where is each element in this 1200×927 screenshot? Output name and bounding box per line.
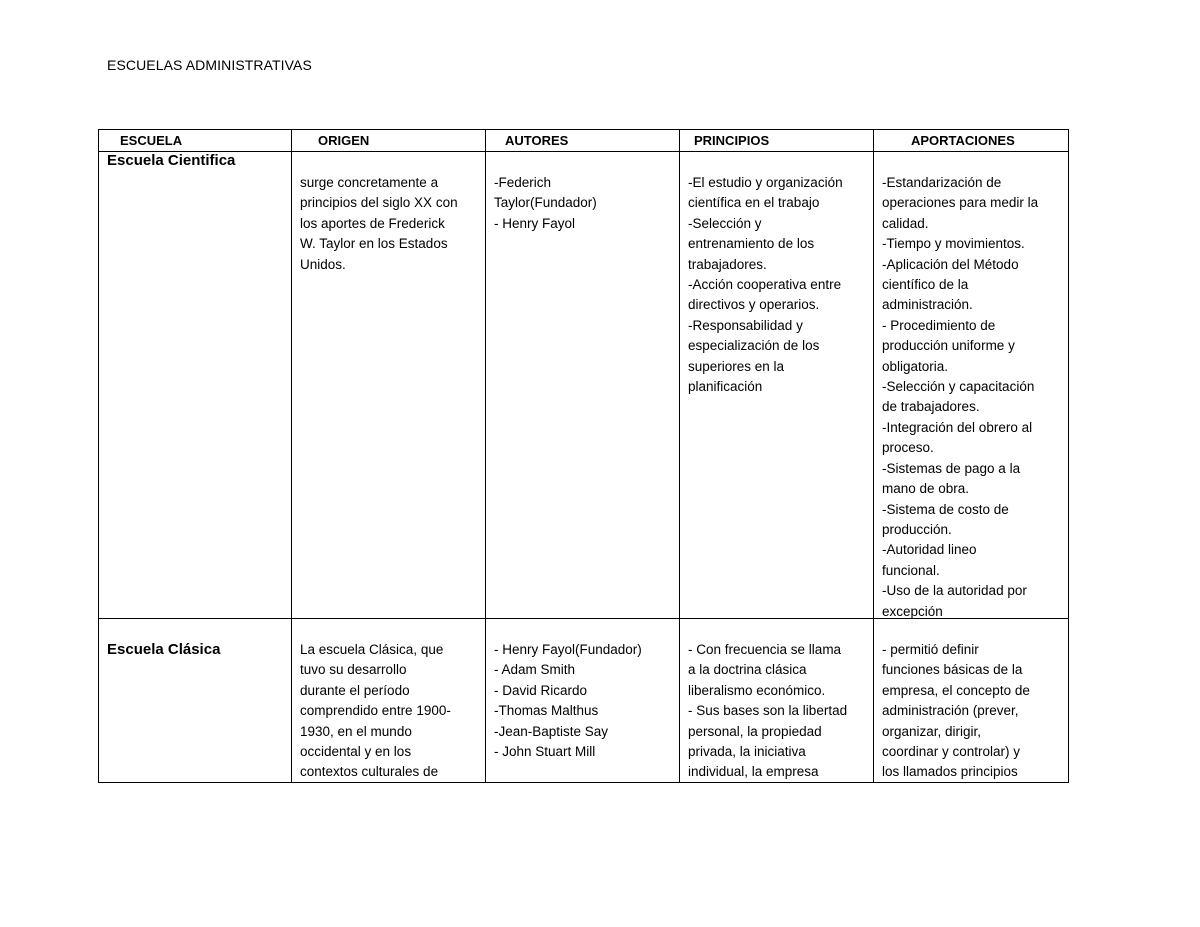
cell-principios	[680, 152, 874, 619]
table-header-row	[99, 130, 1069, 152]
aportaciones-text: - permitió definir funciones básicas de la empresa, el concepto de administración (prever, organizar, dirigir, coordinar y controlar) y los llamados principios	[882, 642, 1030, 780]
cell-autores	[486, 152, 680, 619]
aportaciones-text: -Estandarización de operaciones para medir la calidad. -Tiempo y movimientos. -Aplicación del Método científico de la administración. - Procedimiento de producción uniforme y obligatoria. -Selección y capacitación de trabajadores. -Integración del obrero al proceso. -Sistemas de pago a la mano de obra. -Sistema de costo de producción. -Autoridad lineo funcional. -Uso de la autoridad por excepción	[882, 175, 1039, 618]
cell-autores	[486, 619, 680, 783]
principios-text: -El estudio y organización científica en el trabajo -Selección y entrenamiento de los trabajadores. -Acción cooperativa entre directivos y operarios. -Responsabilidad y especialización de los superiores en la planificación	[688, 175, 843, 395]
table-row	[99, 619, 1069, 783]
cell-origen	[292, 619, 486, 783]
cell-escuela	[99, 619, 292, 783]
header-autores: AUTORES	[486, 130, 680, 152]
cell-aportaciones	[874, 152, 1069, 619]
document-title: ESCUELAS ADMINISTRATIVAS	[107, 57, 312, 73]
origen-text: surge concretamente a principios del siglo XX con los aportes de Frederick W. Taylor en los Estados Unidos.	[300, 175, 458, 272]
cell-origen	[292, 152, 486, 619]
autores-text: - Henry Fayol(Fundador) - Adam Smith - David Ricardo -Thomas Malthus -Jean-Baptiste Say - John Stuart Mill	[494, 642, 642, 760]
header-origen: ORIGEN	[292, 130, 486, 152]
cell-escuela	[99, 152, 292, 619]
table-row	[99, 152, 1069, 619]
header-aportaciones: APORTACIONES	[874, 130, 1069, 152]
cell-principios	[680, 619, 874, 783]
header-escuela: ESCUELA	[99, 130, 292, 152]
schools-table	[98, 129, 1069, 783]
school-name: Escuela Clásica	[107, 641, 221, 658]
school-name: Escuela Cientifica	[107, 152, 236, 169]
header-principios: PRINCIPIOS	[680, 130, 874, 152]
cell-aportaciones	[874, 619, 1069, 783]
origen-text: La escuela Clásica, que tuvo su desarrollo durante el período comprendido entre 1900- 1930, en el mundo occidental y en los contextos culturales de	[300, 642, 451, 780]
autores-text: -Federich Taylor(Fundador) - Henry Fayol	[494, 175, 597, 231]
principios-text: - Con frecuencia se llama a la doctrina clásica liberalismo económico. - Sus bases son la libertad personal, la propiedad privada, la iniciativa individual, la empresa	[688, 642, 848, 780]
